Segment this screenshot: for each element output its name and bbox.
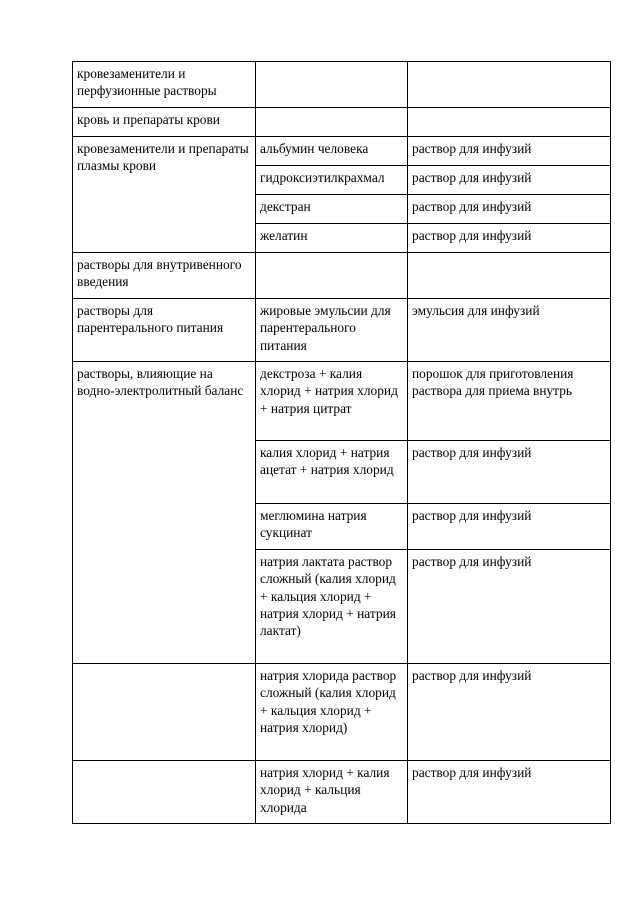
dosage-form-cell	[408, 253, 611, 299]
substance-cell	[256, 62, 408, 108]
substance-cell: жировые эмульсии для парентерального питания	[256, 299, 408, 362]
substance-cell: натрия хлорида раствор сложный (калия хлорид + кальция хлорид + натрия хлорид)	[256, 664, 408, 761]
dosage-form-cell: раствор для инфузий	[408, 761, 611, 824]
table-row	[73, 664, 611, 761]
substance-cell: декстран	[256, 195, 408, 224]
dosage-form-cell	[408, 108, 611, 137]
table-row	[73, 62, 611, 108]
substance-cell: альбумин человека	[256, 137, 408, 166]
substance-cell: калия хлорид + натрия ацетат + натрия хлорид	[256, 441, 408, 504]
dosage-form-cell	[408, 62, 611, 108]
dosage-form-cell: порошок для приготовления раствора для приема внутрь	[408, 362, 611, 441]
table-row	[73, 137, 611, 166]
table-row	[73, 299, 611, 362]
substance-cell: натрия хлорид + калия хлорид + кальция хлорида	[256, 761, 408, 824]
drug-classification-table	[72, 61, 611, 824]
group-cell: кровезаменители и препараты плазмы крови	[73, 137, 256, 253]
dosage-form-cell: раствор для инфузий	[408, 504, 611, 550]
substance-cell	[256, 108, 408, 137]
dosage-form-cell: раствор для инфузий	[408, 137, 611, 166]
group-cell: растворы для внутривенного введения	[73, 253, 256, 299]
substance-cell: желатин	[256, 224, 408, 253]
substance-cell: гидроксиэтилкрахмал	[256, 166, 408, 195]
table-row	[73, 253, 611, 299]
group-cell: кровь и препараты крови	[73, 108, 256, 137]
substance-cell: натрия лактата раствор сложный (калия хлорид + кальция хлорид + натрия хлорид + натрия лактат)	[256, 550, 408, 664]
dosage-form-cell: раствор для инфузий	[408, 195, 611, 224]
group-cell	[73, 664, 256, 761]
substance-cell: меглюмина натрия сукцинат	[256, 504, 408, 550]
table-row	[73, 362, 611, 441]
dosage-form-cell: раствор для инфузий	[408, 664, 611, 761]
table-row	[73, 108, 611, 137]
substance-cell	[256, 253, 408, 299]
group-cell	[73, 761, 256, 824]
dosage-form-cell: раствор для инфузий	[408, 550, 611, 664]
group-cell: растворы для парентерального питания	[73, 299, 256, 362]
dosage-form-cell: эмульсия для инфузий	[408, 299, 611, 362]
table-row	[73, 761, 611, 824]
substance-cell: декстроза + калия хлорид + натрия хлорид + натрия цитрат	[256, 362, 408, 441]
dosage-form-cell: раствор для инфузий	[408, 166, 611, 195]
group-cell: кровезаменители и перфузионные растворы	[73, 62, 256, 108]
group-cell: растворы, влияющие на водно-электролитный баланс	[73, 362, 256, 664]
dosage-form-cell: раствор для инфузий	[408, 224, 611, 253]
dosage-form-cell: раствор для инфузий	[408, 441, 611, 504]
